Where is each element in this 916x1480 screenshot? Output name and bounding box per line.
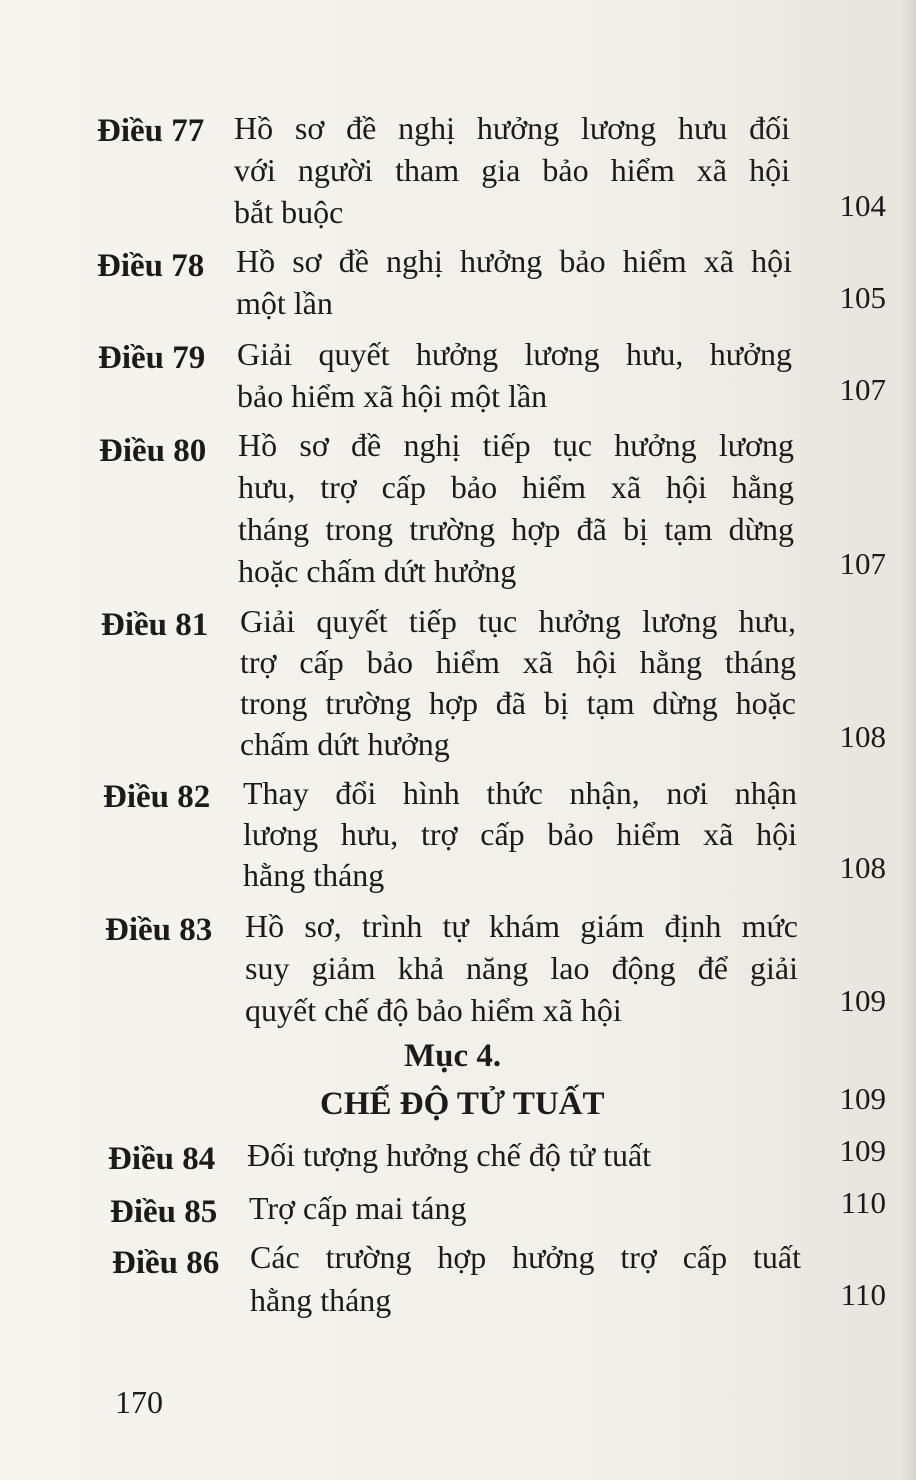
page-ref: 109 (839, 1133, 886, 1168)
article-number: Điều 85 (110, 1194, 218, 1230)
page-number: 170 (115, 1384, 163, 1420)
article-title-line: trong trường hợp đã bị tạm dừng hoặc (240, 685, 796, 721)
article-title-line: Giải quyết tiếp tục hưởng lương hưu, (240, 603, 796, 639)
article-number: Điều 82 (103, 779, 211, 815)
section-title: CHẾ ĐỘ TỬ TUẤT (320, 1086, 605, 1122)
article-number: Điều 86 (112, 1245, 220, 1281)
article-title-line: bảo hiểm xã hội một lần (237, 378, 548, 414)
page-ref: 109 (839, 983, 886, 1018)
article-title-line: Giải quyết hưởng lương hưu, hưởng (237, 336, 792, 372)
article-title-line: hằng tháng (250, 1282, 392, 1318)
page-ref: 109 (839, 1081, 886, 1116)
article-title-line: quyết chế độ bảo hiểm xã hội (245, 992, 622, 1028)
article-number: Điều 77 (97, 113, 205, 149)
article-title-line: bắt buộc (234, 194, 344, 230)
article-title-line: chấm dứt hưởng (240, 726, 450, 762)
page-ref: 107 (839, 546, 886, 581)
page-ref: 110 (840, 1185, 886, 1220)
article-title-line: lương hưu, trợ cấp bảo hiểm xã hội (243, 816, 797, 852)
article-title-line: Hồ sơ đề nghị hưởng lương hưu đối (234, 110, 790, 146)
page-ref: 108 (839, 850, 886, 885)
article-number: Điều 84 (108, 1141, 216, 1177)
article-title-line: Các trường hợp hưởng trợ cấp tuất (250, 1239, 801, 1275)
article-title-line: hưu, trợ cấp bảo hiểm xã hội hằng (238, 469, 794, 505)
article-title-line: Hồ sơ đề nghị tiếp tục hưởng lương (238, 427, 794, 463)
article-number: Điều 83 (105, 912, 213, 948)
page-ref: 104 (839, 188, 886, 223)
article-title-line: trợ cấp bảo hiểm xã hội hằng tháng (240, 644, 796, 680)
article-title-line: tháng trong trường hợp đã bị tạm dừng (238, 511, 794, 547)
spine-shadow (902, 0, 916, 1480)
article-title-line: Thay đổi hình thức nhận, nơi nhận (243, 775, 797, 811)
article-title-line: với người tham gia bảo hiểm xã hội (234, 152, 790, 188)
article-title-line: Hồ sơ, trình tự khám giám định mức (245, 908, 798, 944)
article-title-line: một lần (236, 285, 333, 321)
page-ref: 107 (839, 372, 886, 407)
article-title-line: hoặc chấm dứt hưởng (238, 553, 517, 589)
article-number: Điều 79 (98, 340, 206, 376)
article-title-line: Đối tượng hưởng chế độ tử tuất (247, 1137, 652, 1173)
page-ref: 108 (839, 719, 886, 754)
section-number: Mục 4. (404, 1038, 502, 1074)
page-ref: 105 (839, 280, 886, 315)
article-title-line: Hồ sơ đề nghị hưởng bảo hiểm xã hội (236, 243, 792, 279)
page-ref: 110 (840, 1277, 886, 1312)
article-title-line: suy giảm khả năng lao động để giải (245, 950, 798, 986)
article-number: Điều 81 (101, 607, 209, 643)
article-title-line: Trợ cấp mai táng (249, 1190, 467, 1226)
article-title-line: hằng tháng (243, 857, 385, 893)
article-number: Điều 78 (97, 248, 205, 284)
article-number: Điều 80 (99, 433, 207, 469)
